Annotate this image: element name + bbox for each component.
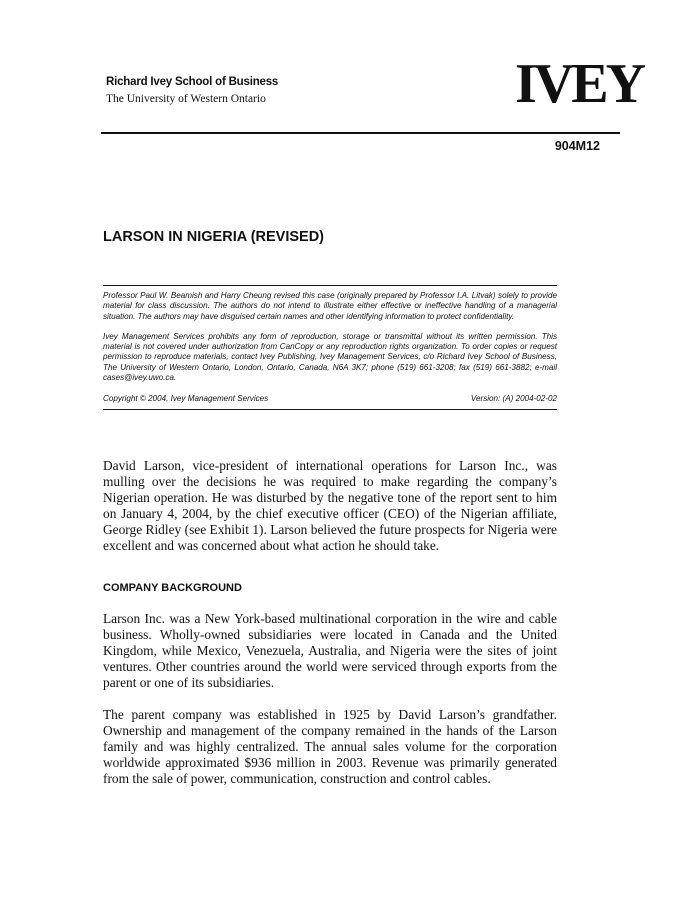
copyright-row [103,393,557,404]
background-paragraph-2: The parent company was established in 1925 by David Larson’s grandfather. Ownership and management of the company remained in the hands of the Larson family and was highly centralized. The annual sales volume for the corporation worldwide approximated $936 million in 2003. Revenue was primarily generated from the sale of power, communication, construction and control cables. [103,707,557,786]
intro-paragraph: David Larson, vice-president of international operations for Larson Inc., was mulling over the decisions he was required to make regarding the company’s Nigerian operation. He was disturbed by the negative tone of the report sent to him on January 4, 2004, by the chief executive officer (CEO) of the Nigerian affiliate, George Ridley (see Exhibit 1). Larson believed the future prospects for Nigeria were excellent and was concerned about what action he should take. [103,458,557,553]
ivey-logo: IVEY [515,53,644,115]
rights-note: Ivey Management Services prohibits any form of reproduction, storage or transmittal without its written permission. This material is not covered under authorization from CanCopy or any reproduction rights organization. To order copies or request permission to reproduce materials, contact Ivey Publishing, Ivey Management Services, c/o Richard Ivey School of Business, The University of Western Ontario, London, Ontario, Canada, N6A 3K7; phone (519) 661-3208; fax (519) 661-3882; e-mail cases@ivey.uwo.ca. [103,331,557,383]
version-text: Version: (A) 2004-02-02 [470,394,557,404]
school-name: Richard Ivey School of Business [106,76,279,88]
background-paragraph-1: Larson Inc. was a New York-based multinational corporation in the wire and cable business. Wholly-owned subsidiaries were located in Canada and the United Kingdom, while Mexico, Venezuela, Australia, and Nigeria were the sites of joint ventures. Other countries around the world were serviced through exports from the parent or one of its subsidiaries. [103,611,557,690]
section-heading: COMPANY BACKGROUND [103,582,242,594]
header-rule [101,132,620,134]
disclaimer-box [103,285,557,410]
authors-note: Professor Paul W. Beamish and Harry Cheung revised this case (originally prepared by Professor I.A. Litvak) solely to provide material for class discussion. The authors do not intend to illustrate either effective or ineffective handling of a managerial situation. The authors may have disguised certain names and other identifying information to protect confidentiality. [103,291,557,321]
case-title: LARSON IN NIGERIA (REVISED) [103,229,325,245]
case-number: 904M12 [554,139,600,153]
copyright-text: Copyright © 2004, Ivey Management Services [103,394,269,404]
university-name: The University of Western Ontario [106,93,266,105]
